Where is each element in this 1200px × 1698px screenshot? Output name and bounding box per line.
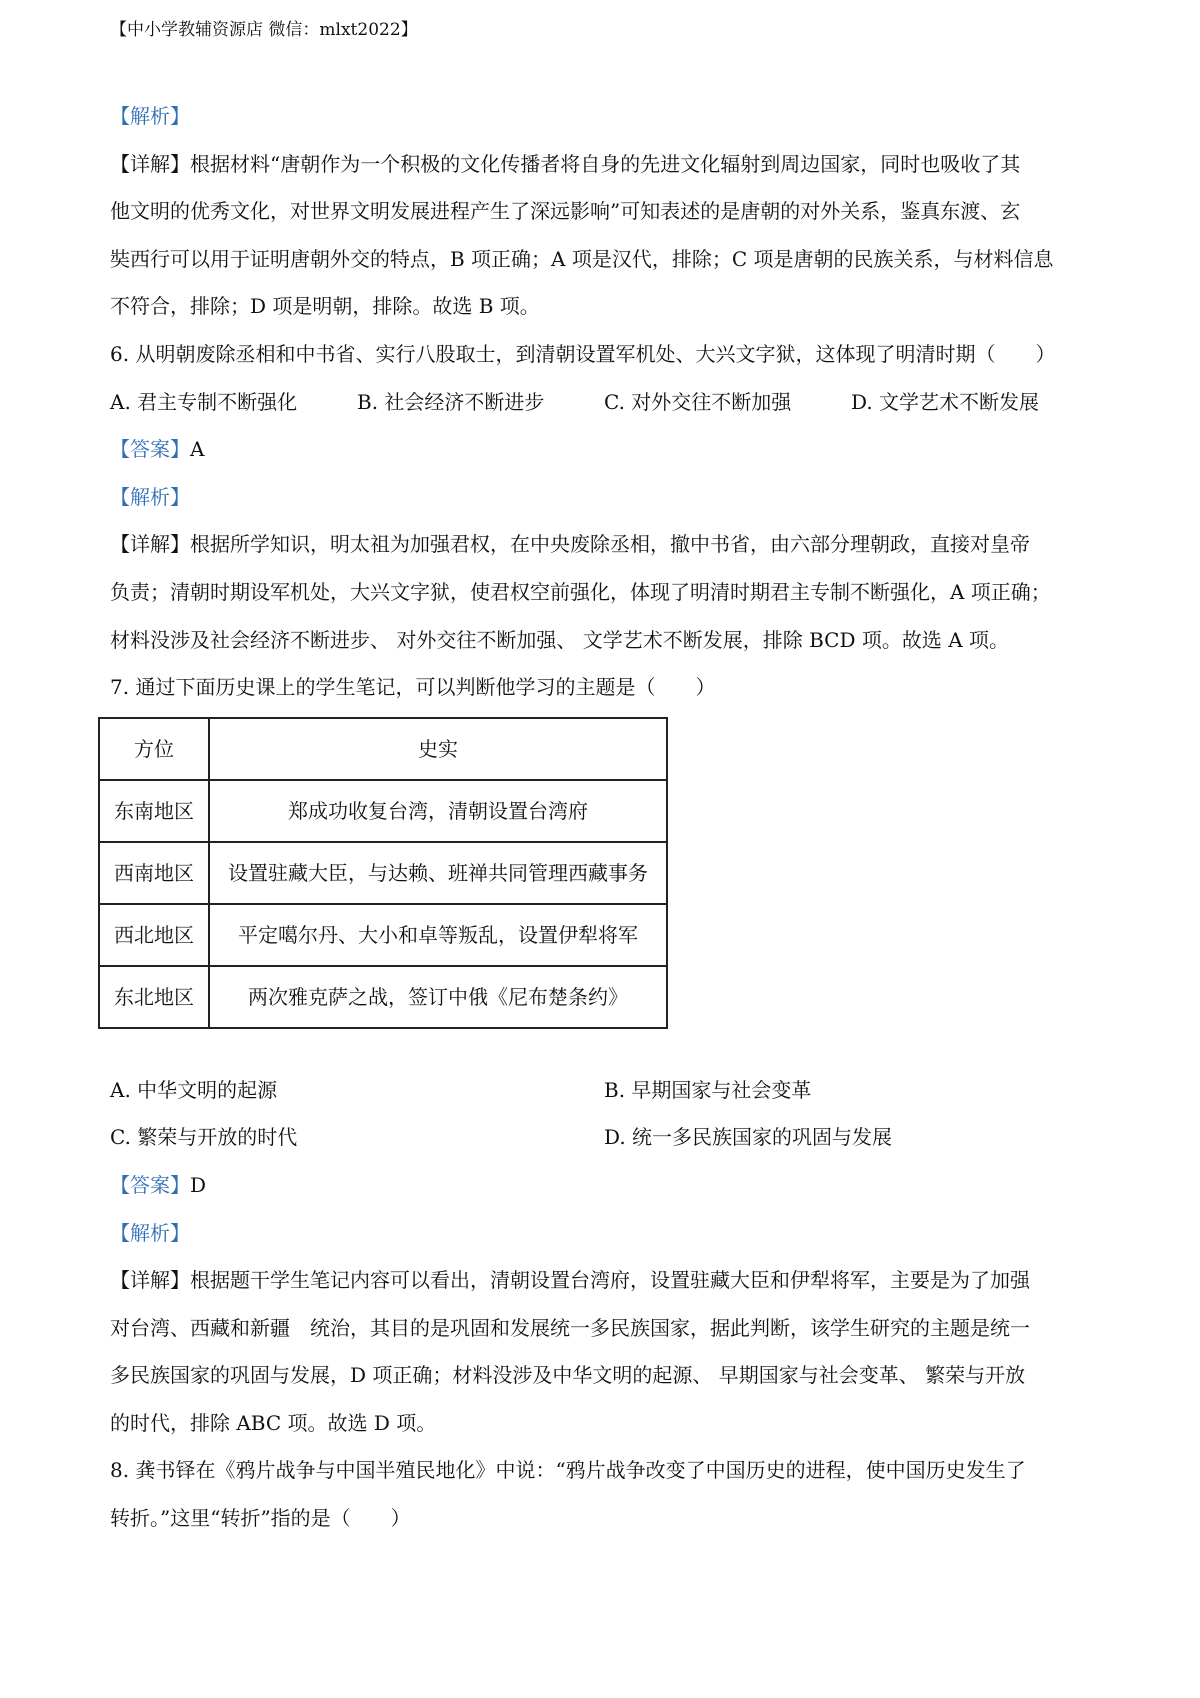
q7-options-row-2	[110, 1114, 1100, 1162]
document-body	[110, 93, 1100, 1543]
q7-detail-line-1: 【详解】根据题干学生笔记内容可以看出，清朝设置台湾府，设置驻藏大臣和伊犁将军，主要是为了加强	[110, 1268, 1030, 1293]
q7-detail-line-2: 对台湾、西藏和新疆 统治，其目的是巩固和发展统一多民族国家，据此判断，该学生研究的主题是统一	[110, 1315, 1030, 1340]
q6-option-a: A. 君主专制不断强化	[110, 389, 298, 414]
table-header-cell: 方位	[99, 718, 209, 780]
q8-stem-line-2: 转折。”这里“转折”指的是（ ）	[110, 1506, 411, 1531]
table-row	[99, 780, 667, 842]
table-header-cell: 史实	[209, 718, 667, 780]
q7-option-a: A. 中华文明的起源	[110, 1077, 278, 1102]
q6-option-d: D. 文学艺术不断发展	[851, 389, 1040, 414]
q7-stem: 7. 通过下面历史课上的学生笔记，可以判断他学习的主题是（ ）	[110, 675, 716, 700]
q5-detail-line-2: 他文明的优秀文化，对世界文明发展进程产生了深远影响”可知表述的是唐朝的对外关系，鉴真东渡、玄	[110, 199, 1021, 224]
table-row	[99, 904, 667, 966]
table-cell-region: 东南地区	[99, 780, 209, 842]
table-row	[99, 842, 667, 904]
q7-option-d: D. 统一多民族国家的巩固与发展	[604, 1125, 893, 1150]
q6-option-c: C. 对外交往不断加强	[604, 389, 792, 414]
q6-analysis-label: 【解析】	[110, 484, 190, 509]
q7-option-c: C. 繁荣与开放的时代	[110, 1125, 298, 1150]
q5-detail-line-3: 奘西行可以用于证明唐朝外交的特点，B 项正确；A 项是汉代，排除；C 项是唐朝的民族关系，与材料信息	[110, 246, 1054, 271]
table-cell-region: 东北地区	[99, 966, 209, 1028]
table-cell-region: 西北地区	[99, 904, 209, 966]
table-cell-region: 西南地区	[99, 842, 209, 904]
q6-detail-line-3: 材料没涉及社会经济不断进步、 对外交往不断加强、 文学艺术不断发展，排除 BCD 项。故选 A 项。	[110, 627, 1009, 652]
table-cell-fact: 平定噶尔丹、大小和卓等叛乱，设置伊犁将军	[209, 904, 667, 966]
q6-detail-line-2: 负责；清朝时期设军机处，大兴文字狱，使君权空前强化，体现了明清时期君主专制不断强化，A 项正确；	[110, 579, 1051, 604]
spacer	[110, 1029, 1100, 1067]
table-cell-fact: 郑成功收复台湾，清朝设置台湾府	[209, 780, 667, 842]
q7-detail-line-4: 的时代，排除 ABC 项。故选 D 项。	[110, 1410, 437, 1435]
q6-stem: 6. 从明朝废除丞相和中书省、实行八股取士，到清朝设置军机处、大兴文字狱，这体现了明清时期（ ）	[110, 341, 1056, 366]
q6-answer: 【答案】A	[110, 437, 205, 462]
q6-option-b: B. 社会经济不断进步	[357, 389, 545, 414]
q5-detail-line-1: 【详解】根据材料“唐朝作为一个积极的文化传播者将自身的先进文化辐射到周边国家，同时也吸收了其	[110, 151, 1021, 176]
q6-options	[110, 379, 1100, 427]
table-row	[99, 966, 667, 1028]
table-cell-fact: 设置驻藏大臣，与达赖、班禅共同管理西藏事务	[209, 842, 667, 904]
table-header-row	[99, 718, 667, 780]
q7-answer: 【答案】D	[110, 1172, 207, 1197]
q7-analysis-label: 【解析】	[110, 1220, 190, 1245]
q7-options-row-1	[110, 1067, 1100, 1115]
q8-stem-line-1: 8. 龚书铎在《鸦片战争与中国半殖民地化》中说：“鸦片战争改变了中国历史的进程，使中国历史发生了	[110, 1458, 1026, 1483]
q5-analysis-label: 【解析】	[110, 104, 190, 128]
table-cell-fact: 两次雅克萨之战，签订中俄《尼布楚条约》	[209, 966, 667, 1028]
page-header-watermark: 【中小学教辅资源店 微信：mlxt2022】	[110, 20, 418, 40]
q7-option-b: B. 早期国家与社会变革	[604, 1077, 812, 1102]
q6-detail-line-1: 【详解】根据所学知识，明太祖为加强君权，在中央废除丞相，撤中书省，由六部分理朝政，直接对皇帝	[110, 532, 1030, 557]
q5-detail-line-4: 不符合，排除；D 项是明朝，排除。故选 B 项。	[110, 294, 540, 319]
q7-notes-table	[98, 717, 668, 1029]
q7-detail-line-3: 多民族国家的巩固与发展，D 项正确；材料没涉及中华文明的起源、 早期国家与社会变革、 繁荣与开放	[110, 1363, 1026, 1388]
